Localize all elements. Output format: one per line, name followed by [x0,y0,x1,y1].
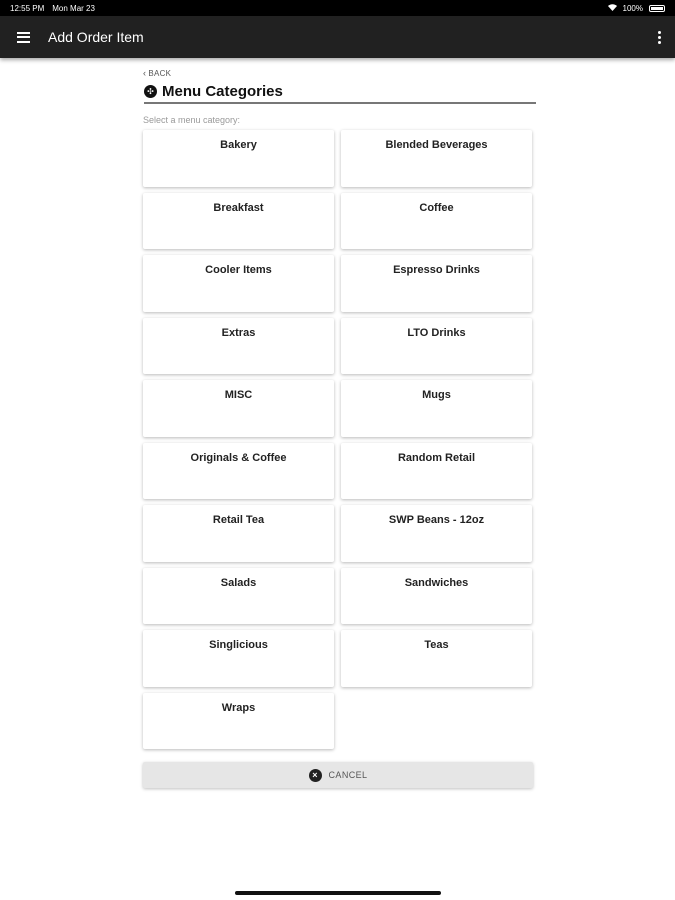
chevron-left-icon: ‹ [143,68,147,78]
category-label: Mugs [422,389,451,401]
battery-icon [649,5,665,12]
category-label: Teas [424,639,449,651]
category-label: Coffee [419,201,454,214]
category-label: SWP Beans - 12oz [388,514,485,526]
category-label: Wraps [221,701,256,714]
status-time: 12:55 PM [10,3,45,13]
category-tile-teas[interactable] [341,630,532,687]
category-tile-cooler-items[interactable] [143,255,334,312]
category-tile-extras[interactable] [143,318,334,375]
wifi-icon [608,4,617,13]
category-tile-espresso-drinks[interactable] [341,255,532,312]
category-label: Breakfast [213,201,264,214]
category-tile-retail-tea[interactable] [143,505,334,562]
page-title: Add Order Item [48,29,144,45]
battery-percent: 100% [622,3,643,13]
more-vert-icon[interactable] [645,16,673,58]
section-hint: Select a menu category: [143,115,241,125]
category-tile-misc[interactable] [143,380,334,437]
status-bar [0,0,675,16]
category-tile-coffee[interactable] [341,193,532,250]
category-label: Sandwiches [404,576,469,589]
category-tile-swp-beans[interactable] [341,505,532,562]
category-tile-originals-coffee[interactable] [143,443,334,500]
category-tile-sandwiches[interactable] [341,568,532,625]
hamburger-menu-icon[interactable] [0,16,46,58]
category-label: Bakery [220,139,257,151]
category-tile-bakery[interactable] [143,130,334,187]
category-tile-random-retail[interactable] [341,443,532,500]
category-label: Cooler Items [205,264,272,276]
category-tile-singlicious[interactable] [143,630,334,687]
app-bar [0,16,675,58]
section-header [144,80,536,104]
category-label: Retail Tea [212,514,265,526]
category-label: MISC [224,389,253,401]
home-indicator[interactable] [235,891,441,895]
cancel-label: CANCEL [328,770,368,780]
category-tile-breakfast[interactable] [143,193,334,250]
category-grid [143,130,535,749]
cancel-icon: × [309,769,322,782]
category-tile-salads[interactable] [143,568,334,625]
cancel-button[interactable] [143,762,533,788]
category-label: LTO Drinks [407,326,466,339]
category-label: Espresso Drinks [393,264,480,276]
category-tile-blended-beverages[interactable] [341,130,532,187]
main-content [143,66,535,788]
category-tile-wraps[interactable] [143,693,334,750]
category-label: Extras [221,326,256,339]
category-label: Originals & Coffee [190,451,287,464]
category-label: Blended Beverages [385,139,488,151]
status-date: Mon Mar 23 [52,3,95,13]
section-heading: Menu Categories [162,82,283,100]
back-label: BACK [148,68,172,78]
category-icon: ✣ [144,85,157,98]
category-tile-lto-drinks[interactable] [341,318,532,375]
category-tile-mugs[interactable] [341,380,532,437]
category-label: Singlicious [209,639,268,651]
back-link[interactable] [143,66,535,80]
category-label: Random Retail [397,451,475,464]
category-label: Salads [220,576,257,589]
